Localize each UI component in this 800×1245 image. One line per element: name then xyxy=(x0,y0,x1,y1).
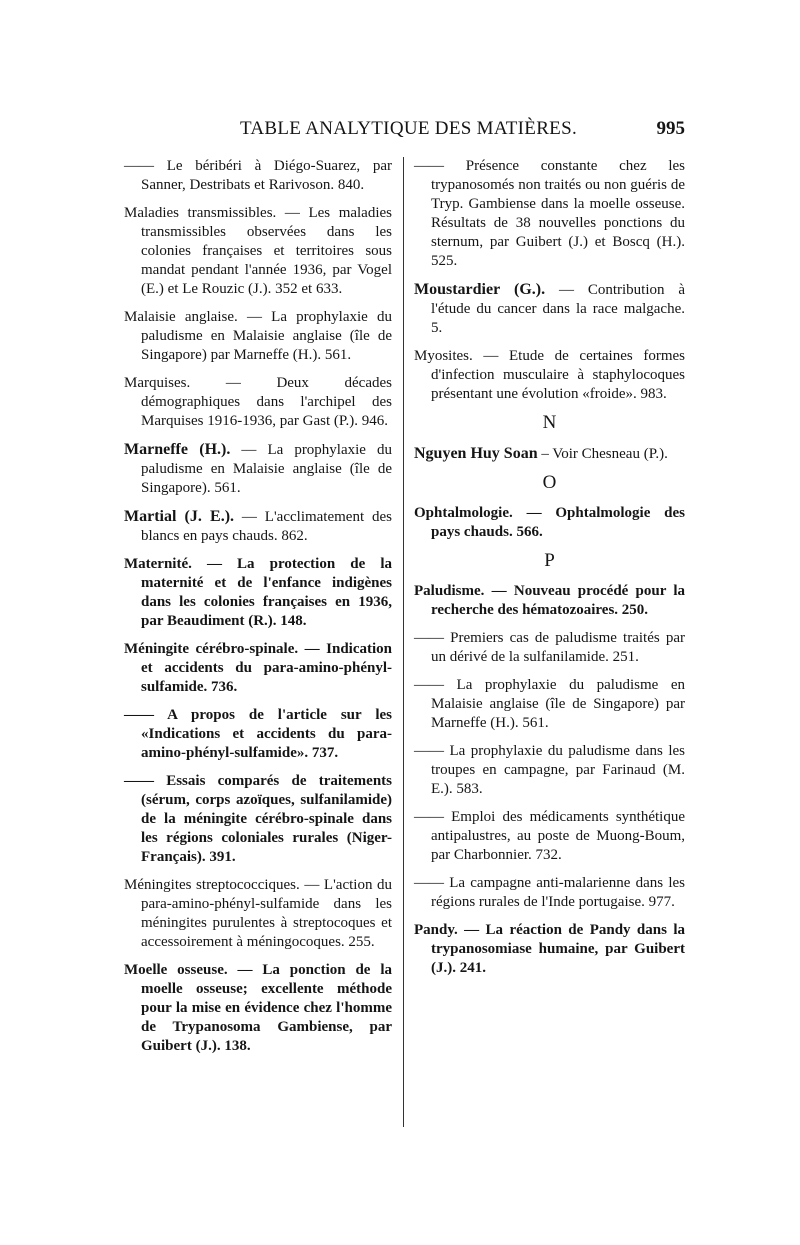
entry-dash: —— xyxy=(414,158,444,174)
entry-heading: Méningite cérébro-spinale. xyxy=(124,641,299,657)
entry-text: – Voir Chesneau (P.). xyxy=(541,446,668,462)
column-divider xyxy=(403,157,404,1127)
entry-text: Premiers cas de paludisme traités par un dérivé de la sulfanilamide. 251. xyxy=(431,630,686,665)
entry-heading: Marquises. xyxy=(124,375,191,391)
index-entry xyxy=(124,204,392,299)
entry-text: — L'action du para-amino-phényl-sulfamide dans les méningites purulentes à streptocoques et accessoirement à méningocoques. 255. xyxy=(141,877,393,950)
entry-text: La prophylaxie du paludisme en Malaisie anglaise (île de Singapore) par Marneffe (H.). 561. xyxy=(431,677,686,731)
entry-text: — Deux décades démographiques dans l'archipel des Marquises 1916-1936, par Gast (P.). 946. xyxy=(141,375,392,429)
index-entry xyxy=(414,347,685,404)
entry-heading: Moelle osseuse. xyxy=(124,962,228,978)
index-entry xyxy=(414,921,685,978)
entry-dash: —— xyxy=(124,158,154,174)
entry-text: — La prophylaxie du paludisme en Malaisie anglaise (île de Singapore) par Marneffe (H.). 561. xyxy=(141,309,393,363)
entry-heading: Marneffe (H.). xyxy=(124,441,231,458)
entry-text: — Indication et accidents du para-amino-phényl-sulfamide. 736. xyxy=(141,641,393,695)
entry-text: — Nouveau procédé pour la recherche des hématozoaires. 250. xyxy=(431,583,685,618)
index-entry xyxy=(124,555,392,631)
entry-heading: Pandy. xyxy=(414,922,458,938)
entry-text: — La protection de la maternité et de l'enfance indigènes dans les colonies françaises en 1936, par Beaudiment (R.). 148. xyxy=(141,556,392,629)
entry-heading: Nguyen Huy Soan xyxy=(414,445,538,462)
entry-text: Emploi des médicaments synthétique antipalustres, au poste de Muong-Boum, par Charbonnier. 732. xyxy=(431,809,685,863)
entry-heading: Paludisme. xyxy=(414,583,485,599)
running-title: TABLE ANALYTIQUE DES MATIÈRES. xyxy=(240,118,578,139)
index-entry xyxy=(414,444,685,464)
index-entry xyxy=(414,742,685,799)
entry-text: — La prophylaxie du paludisme en Malaisie anglaise (île de Singapore). 561. xyxy=(141,442,393,496)
entry-text: — La ponction de la moelle osseuse; excellente méthode pour la mise en évidence chez l'homme de Trypanosoma Gambiense, par Guibert (J.). 138. xyxy=(141,962,392,1054)
entry-text: — Ophtalmologie des pays chauds. 566. xyxy=(431,505,685,540)
page-header xyxy=(120,118,685,144)
entry-text: Essais comparés de traitements (sérum, corps azoïques, sulfanilamide) de la méningite cérébro-spinale dans les régions coloniales rurales (Niger-Français). 391. xyxy=(141,773,392,865)
page-number: 995 xyxy=(656,118,685,139)
entry-heading: Martial (J. E.). xyxy=(124,508,235,525)
index-entry xyxy=(414,280,685,338)
entry-dash: —— xyxy=(124,773,154,789)
index-entry xyxy=(414,874,685,912)
index-entry xyxy=(414,504,685,542)
index-entry xyxy=(414,582,685,620)
entry-dash: —— xyxy=(414,743,444,759)
entry-heading: Myosites. xyxy=(414,348,473,364)
entry-text: — L'acclimatement des blancs en pays chauds. 862. xyxy=(141,509,393,544)
entry-dash: —— xyxy=(124,707,154,723)
section-letter: P xyxy=(544,550,555,571)
entry-dash: —— xyxy=(414,809,444,825)
index-entry xyxy=(124,507,392,546)
index-entry xyxy=(124,308,392,365)
index-entry xyxy=(124,706,392,763)
entry-text: Présence constante chez les trypanosomés non traités ou non guéris de Tryp. Gambiense dans la moelle osseuse. Résultats de 38 nouvelles ponctions du sternum, par Guibert (J.) et Boscq (H.). 525. xyxy=(431,158,686,269)
entry-dash: —— xyxy=(414,875,444,891)
entry-heading: Maladies transmissibles. xyxy=(124,205,277,221)
index-entry xyxy=(124,374,392,431)
entry-text: — Etude de certaines formes d'infection musculaire à staphylocoques présentant une évolution «froide». 983. xyxy=(431,348,685,402)
entry-heading: Maternité. xyxy=(124,556,192,572)
index-entry xyxy=(124,772,392,867)
index-entry xyxy=(124,157,392,195)
index-entry xyxy=(124,961,392,1056)
entry-text: La prophylaxie du paludisme dans les troupes en campagne, par Farinaud (M. E.). 583. xyxy=(431,743,685,797)
entry-heading: Malaisie anglaise. xyxy=(124,309,238,325)
entry-heading: Méningites streptococciques. xyxy=(124,877,300,893)
index-entry xyxy=(124,640,392,697)
section-letter: O xyxy=(542,472,557,493)
section-letter: N xyxy=(542,412,557,433)
left-column xyxy=(124,157,392,1065)
entry-heading: Ophtalmologie. xyxy=(414,505,513,521)
index-entry xyxy=(414,629,685,667)
entry-heading: Moustardier (G.). xyxy=(414,281,546,298)
index-entry xyxy=(414,157,685,271)
index-entry xyxy=(124,876,392,952)
entry-text: — Contribution à l'étude du cancer dans la race malgache. 5. xyxy=(431,282,686,336)
index-entry xyxy=(414,808,685,865)
entry-dash: —— xyxy=(414,677,444,693)
entry-text: — La réaction de Pandy dans la trypanosomiase humaine, par Guibert (J.). 241. xyxy=(431,922,685,976)
right-column xyxy=(414,157,685,987)
index-entry xyxy=(414,676,685,733)
entry-dash: —— xyxy=(414,630,444,646)
entry-text: A propos de l'article sur les «Indications et accidents du para-amino-phényl-sulfamide». 737. xyxy=(141,707,392,761)
entry-text: Le béribéri à Diégo-Suarez, par Sanner, Destribats et Rarivoson. 840. xyxy=(141,158,392,193)
index-entry xyxy=(124,440,392,498)
entry-text: La campagne anti-malarienne dans les régions rurales de l'Inde portugaise. 977. xyxy=(431,875,685,910)
entry-text: — Les maladies transmissibles observées dans les colonies françaises et territoires sous mandat pendant l'année 1936, par Vogel (E.) et Le Rouzic (J.). 352 et 633. xyxy=(141,205,393,297)
